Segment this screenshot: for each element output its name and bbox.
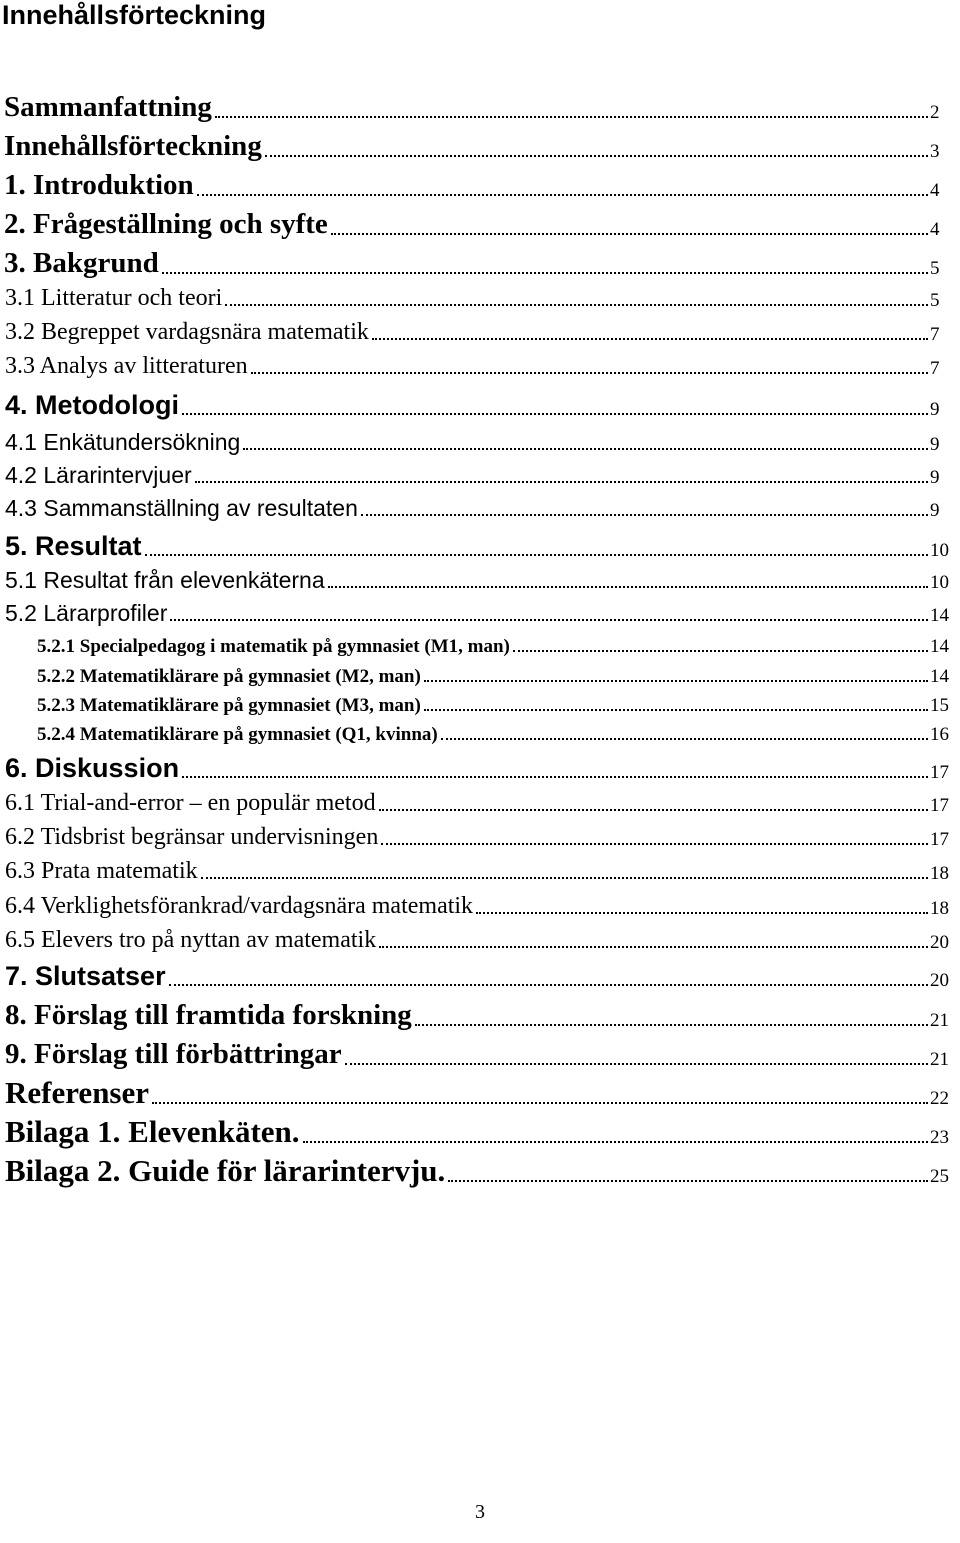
page-number: 3 (475, 1501, 485, 1523)
toc-leader-dots (145, 554, 928, 556)
toc-leader-dots (379, 946, 928, 948)
toc-entry-label: 4.2 Lärarintervjuer (5, 462, 192, 488)
toc-entry-page: 21 (930, 1050, 960, 1069)
toc-entry-label: 9. Förslag till förbättringar (5, 1038, 342, 1070)
toc-entry-page: 4 (930, 181, 960, 200)
toc-entry-label: 4. Metodologi (5, 390, 179, 420)
toc-entry-page: 17 (930, 796, 960, 815)
toc-leader-dots (182, 413, 928, 415)
toc-entry-page: 14 (930, 606, 960, 625)
toc-entry-page: 2 (930, 103, 960, 122)
toc-leader-dots (345, 1063, 928, 1065)
toc-leader-dots (265, 155, 928, 157)
toc-entry-page: 25 (930, 1167, 960, 1186)
toc-entry-page: 18 (930, 899, 960, 918)
toc-entry-page: 22 (930, 1089, 960, 1108)
page-title: Innehållsförteckning (2, 0, 267, 30)
toc-entry-page: 14 (930, 637, 960, 656)
toc-entry-page: 14 (930, 667, 960, 686)
toc-entry-page: 9 (930, 468, 960, 487)
toc-leader-dots (182, 776, 928, 778)
toc-entry-page: 21 (930, 1011, 960, 1030)
toc-leader-dots (195, 481, 928, 483)
toc-entry-page: 10 (930, 573, 960, 592)
toc-leader-dots (201, 877, 928, 879)
toc-entry-label: 5.2.4 Matematiklärare på gymnasiet (Q1, kvinna) (37, 724, 438, 745)
toc-entry-label: Sammanfattning (4, 91, 212, 123)
toc-entry-page: 20 (930, 971, 960, 990)
toc-leader-dots (170, 619, 928, 621)
toc-leader-dots (379, 809, 928, 811)
toc-entry-label: Innehållsförteckning (4, 130, 262, 162)
toc-leader-dots (169, 984, 928, 986)
toc-entry-page: 16 (930, 725, 960, 744)
toc-entry-label: 8. Förslag till framtida forskning (5, 999, 412, 1031)
toc-leader-dots (197, 194, 928, 196)
toc-entry-page: 10 (930, 541, 960, 560)
toc-leader-dots (424, 709, 928, 711)
toc-entry-page: 9 (930, 501, 960, 520)
toc-entry-label: 6.5 Elevers tro på nyttan av matematik (5, 927, 377, 953)
toc-entry-page: 23 (930, 1128, 960, 1147)
toc-entry-label: 7. Slutsatser (5, 961, 166, 991)
toc-leader-dots (361, 514, 928, 516)
toc-entry-label: 3.2 Begreppet vardagsnära matematik (5, 319, 369, 345)
toc-entry-page: 7 (930, 359, 960, 378)
toc-entry-label: 6.4 Verklighetsförankrad/vardagsnära matematik (5, 893, 474, 919)
toc-entry-page: 4 (930, 220, 960, 239)
toc-leader-dots (415, 1024, 928, 1026)
toc-entry-label: 5.2.2 Matematiklärare på gymnasiet (M2, man) (37, 666, 421, 687)
toc-entry-label: Referenser (5, 1075, 150, 1110)
toc-leader-dots (215, 116, 928, 118)
toc-entry-page: 20 (930, 933, 960, 952)
toc-entry-page: 9 (930, 435, 960, 454)
toc-entry-label: 4.1 Enkätundersökning (5, 429, 241, 455)
toc-leader-dots (303, 1141, 928, 1143)
toc-entry-label: Bilaga 1. Elevenkäten. (5, 1114, 300, 1149)
toc-entry-label: 5.2.3 Matematiklärare på gymnasiet (M3, man) (37, 695, 421, 716)
toc-leader-dots (476, 912, 928, 914)
toc-entry-label: 5. Resultat (5, 531, 142, 561)
toc-entry-label: 5.1 Resultat från elevenkäterna (5, 567, 325, 593)
toc-entry-label: 5.2.1 Specialpedagog i matematik på gymnasiet (M1, man) (37, 636, 510, 657)
toc-entry-page: 15 (930, 696, 960, 715)
toc-entry-label: 1. Introduktion (4, 169, 194, 201)
toc-leader-dots (328, 586, 928, 588)
toc-entry-page: 5 (930, 259, 960, 278)
toc-entry-label: 3. Bakgrund (4, 247, 159, 279)
toc-entry-label: 6.2 Tidsbrist begränsar undervisningen (5, 824, 379, 850)
toc-leader-dots (162, 272, 928, 274)
toc-entry-label: 6. Diskussion (5, 753, 180, 783)
toc-leader-dots (441, 738, 928, 740)
toc-leader-dots (424, 680, 928, 682)
toc-entry-label: 3.3 Analys av litteraturen (5, 353, 248, 379)
toc-entry-page: 17 (930, 763, 960, 782)
toc-leader-dots (152, 1102, 928, 1104)
toc-entry-page: 5 (930, 291, 960, 310)
toc-leader-dots (448, 1180, 928, 1182)
toc-leader-dots (225, 304, 928, 306)
toc-leader-dots (251, 372, 928, 374)
toc-entry-label: 6.1 Trial-and-error – en populär metod (5, 790, 376, 816)
toc-leader-dots (381, 843, 928, 845)
toc-entry-label: 6.3 Prata matematik (5, 858, 198, 884)
toc-entry-label: Bilaga 2. Guide för lärarintervju. (5, 1153, 446, 1188)
toc-entry-label: 2. Frågeställning och syfte (4, 208, 328, 240)
toc-entry-page: 7 (930, 325, 960, 344)
toc-entry-page: 18 (930, 864, 960, 883)
toc-entry-label: 3.1 Litteratur och teori (5, 285, 223, 311)
toc-leader-dots (243, 448, 928, 450)
toc-entry-page: 3 (930, 142, 960, 161)
toc-entry-page: 17 (930, 830, 960, 849)
toc-entry-label: 5.2 Lärarprofiler (5, 600, 168, 626)
toc-entry-label: 4.3 Sammanställning av resultaten (5, 495, 358, 521)
toc-leader-dots (372, 338, 928, 340)
toc-leader-dots (513, 650, 928, 652)
toc-entry-page: 9 (930, 400, 960, 419)
toc-leader-dots (331, 233, 928, 235)
